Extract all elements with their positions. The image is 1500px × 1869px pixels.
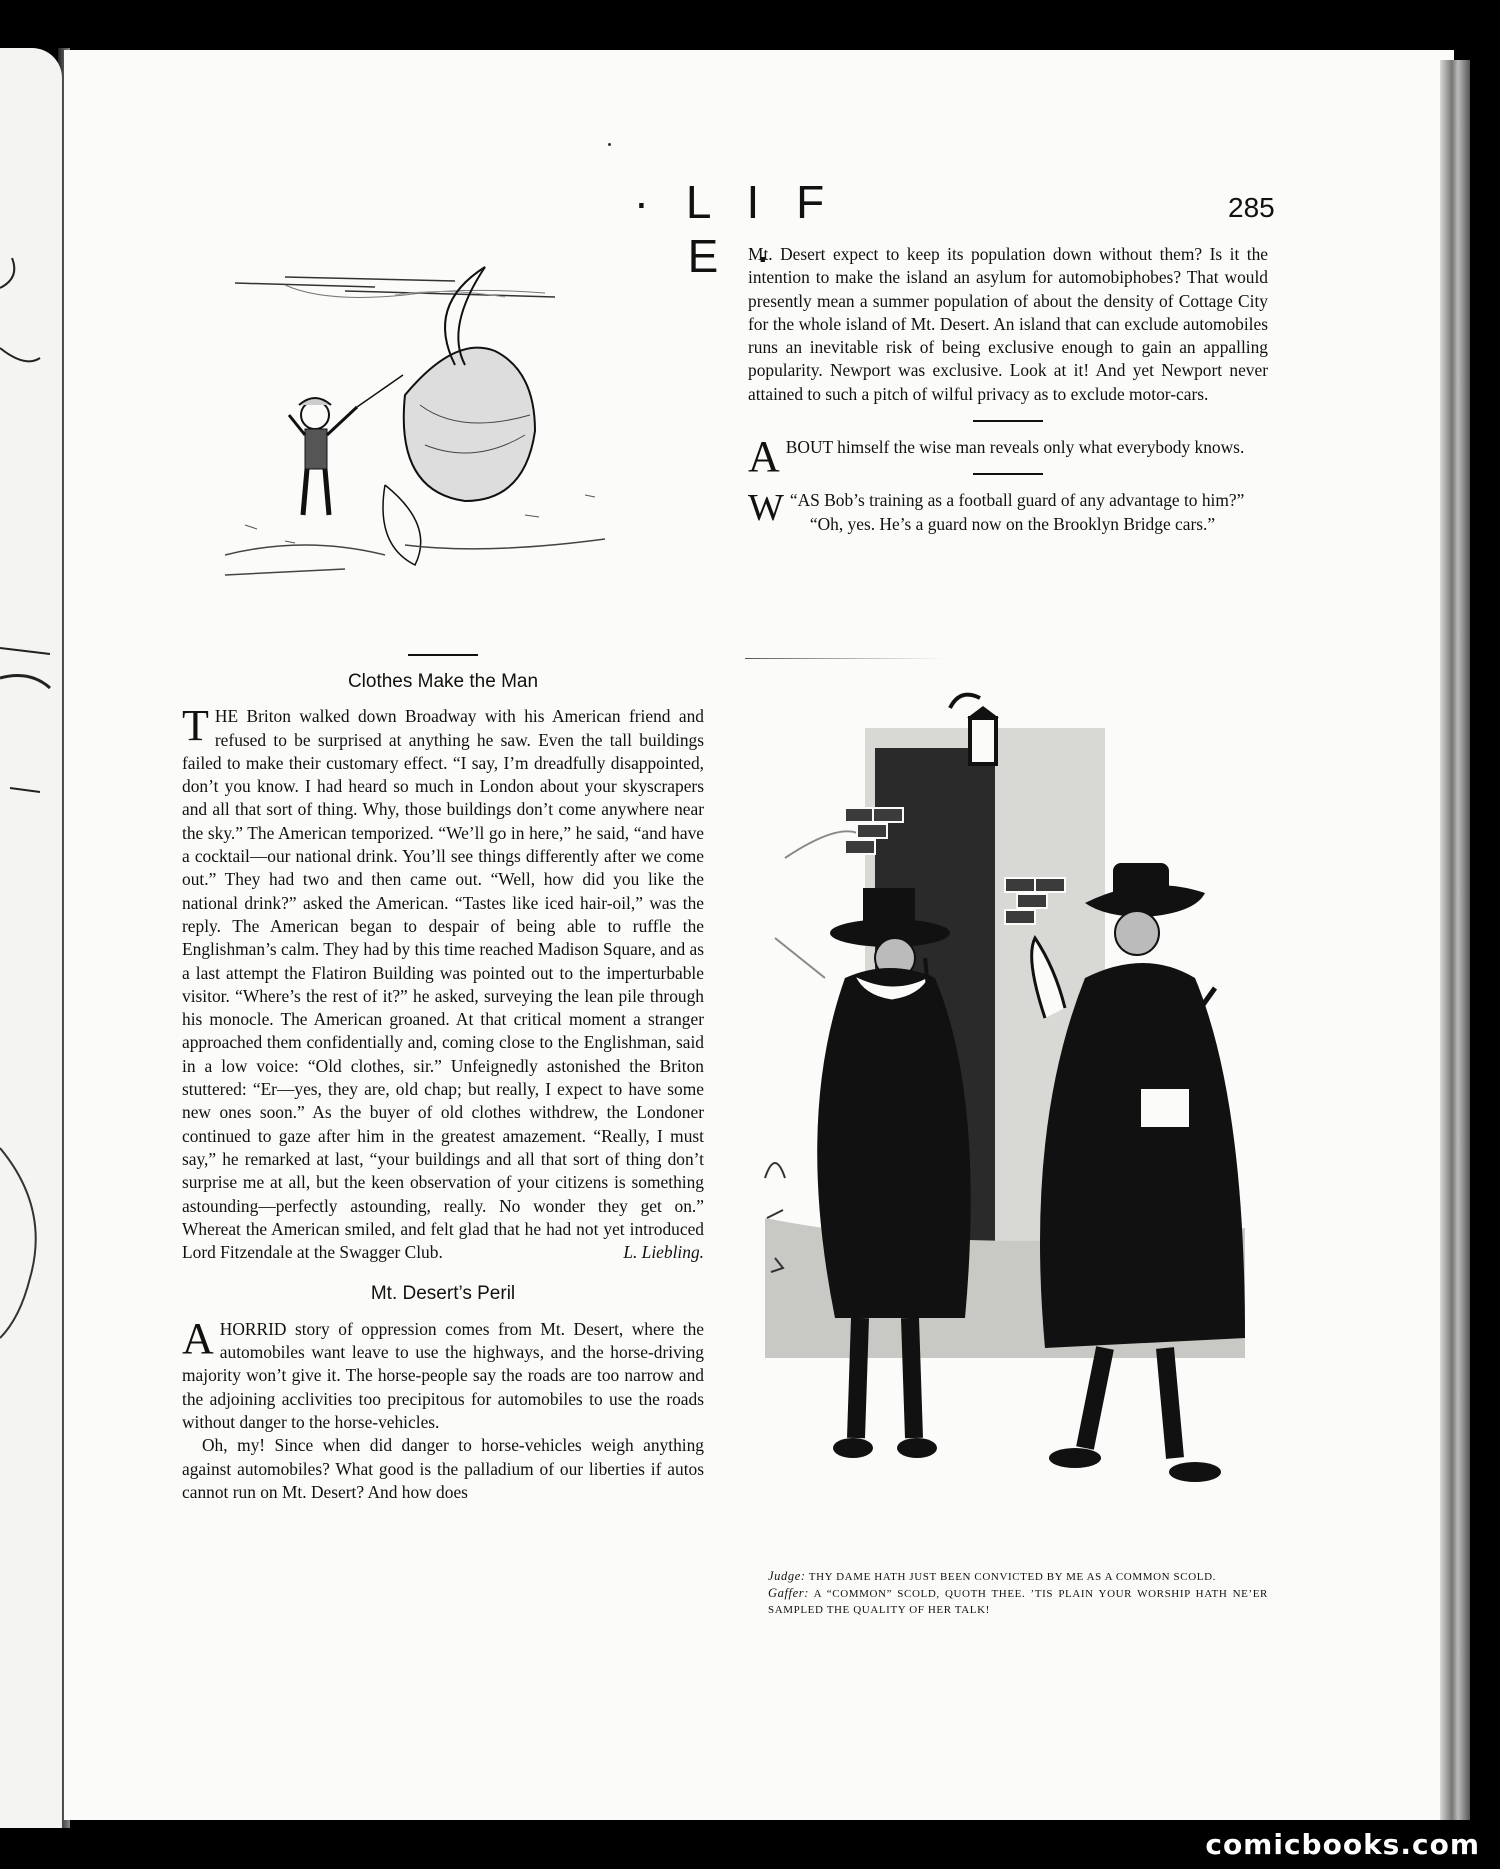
- section-divider: [973, 473, 1043, 475]
- article-body-mt-desert-2: Oh, my! Since when did danger to horse-vehicles weigh anything against automobiles? What good is the palladium of our liberties if autos cannot run on Mt. Desert? And how does: [182, 1435, 704, 1502]
- drop-cap: W: [748, 487, 784, 530]
- site-watermark: comicbooks.com: [1205, 1828, 1480, 1861]
- caption-line-gaffer: [748, 1585, 1268, 1618]
- print-speck: [608, 143, 611, 146]
- drop-cap: A: [182, 1313, 214, 1363]
- previous-page-edge: [0, 48, 62, 1828]
- page-stack-edge: [1440, 60, 1470, 1820]
- author-signature: L. Liebling.: [623, 1242, 704, 1263]
- joke-answer: “Oh, yes. He’s a guard now on the Brooklyn Bridge cars.”: [809, 513, 1216, 534]
- speaker-gaffer: Gaffer:: [768, 1586, 809, 1600]
- article-title-clothes: Clothes Make the Man: [347, 671, 539, 692]
- article-body-clothes: [182, 701, 704, 1264]
- paragraph-about-wise-man: [748, 432, 1268, 482]
- paragraph-text: BOUT himself the wise man reveals only what everybody knows.: [785, 437, 1245, 458]
- article-body-mt-desert-1: [182, 1313, 704, 1434]
- previous-page-sketch-fragments: [0, 48, 62, 1828]
- masthead: · L I F E ·: [633, 176, 837, 282]
- speaker-judge: Judge:: [768, 1569, 806, 1583]
- page-number: 285: [1228, 192, 1275, 223]
- judge-and-gaffer-cartoon: [745, 658, 1269, 1528]
- caption-text: A “COMMON” SCOLD, QUOTH THEE. ’TIS PLAIN YOUR WORSHIP HATH NE’ER SAMPLED THE QUALITY OF HER TALK!: [768, 1588, 1268, 1616]
- joke-line: AS Bob’s training as a football guard of any advantage to him?”: [797, 490, 1245, 511]
- right-column: [748, 243, 1268, 536]
- left-column: [182, 640, 704, 1504]
- article-title-mt-desert: Mt. Desert’s Peril: [370, 1283, 516, 1305]
- drop-cap: T: [182, 701, 209, 751]
- article-continued-mt-desert: Mt. Desert expect to keep its population down without them? Is it the intention to make the island an asylum for automobiphobes? That would presently mean a summer population of about the density of Cottage City for the whole island of Mt. Desert. An island that can exclude automobiles runs an inevitable risk of being exclusive enough to gain an appalling popularity. Newport was exclusive. Look at it! And yet Newport never attained to such a pitch of wilful privacy as to exclude motor-cars.: [748, 244, 1268, 404]
- caption-line-judge: [748, 1568, 1268, 1585]
- article-text: HE Briton walked down Broadway with his American friend and refused to be surprised at anything he saw. Even the tall buildings failed to make their customary effect. “I say, I’m dreadfully disappointed, don’t you know. I had heard so much in London about your skyscrapers and all that sort of thing. Why, those buildings don’t come anywhere near the sky.” The American temporized. “We’ll go in here,” he said, “and have a cocktail—our national drink. You’ll see things differently after we come out.” They had two and then came out. “Well, how did you like the national drink?” asked the American. “Tastes like iced hair-oil,” was the reply. The American began to despair of being able to ruffle the Englishman’s calm. They had by this time reached Madison Square, and as a last attempt the Flatiron Building was pointed out to the imperturbable visitor. “Where’s the rest of it?” he asked, surveying the lean pile through his monocle. The American groaned. At that critical moment a stranger approached them confidentially and, coming close to the Englishman, said in a low voice: “Old clothes, sir.” Unfeignedly astonished the Briton stuttered: “Er—yes, they are, old chap; but really, I expect to have some new ones soon.” As the buyer of old clothes withdrew, the Londoner continued to gaze after him in the greatest amazement. “Really, I must say,” he remarked at last, “your buildings and all that sort of thing don’t surprise me at all, but the keen observation of your citizens is something astounding—perfectly astounding, really. No wonder they get on.” Whereat the American smiled, and felt glad that he had not yet introduced Lord Fitzendale at the Swagger Club.: [182, 706, 704, 1263]
- section-divider: [408, 654, 478, 656]
- boy-spinning-top-illustration: [225, 255, 665, 585]
- section-divider: [973, 420, 1043, 422]
- open-quote: “: [789, 490, 798, 511]
- cartoon-caption: [748, 1568, 1268, 1618]
- drop-cap: A: [748, 432, 780, 482]
- caption-text: THY DAME HATH JUST BEEN CONVICTED BY ME AS A COMMON SCOLD.: [808, 1571, 1216, 1583]
- article-text: HORRID story of oppression comes from Mt. Desert, where the automobiles want leave to use the highways, and the horse-driving majority won’t give it. The horse-people say the roads are too narrow and the adjoining acclivities too precipitous for automobiles to use the roads without danger to the horse-vehicles.: [182, 1318, 704, 1432]
